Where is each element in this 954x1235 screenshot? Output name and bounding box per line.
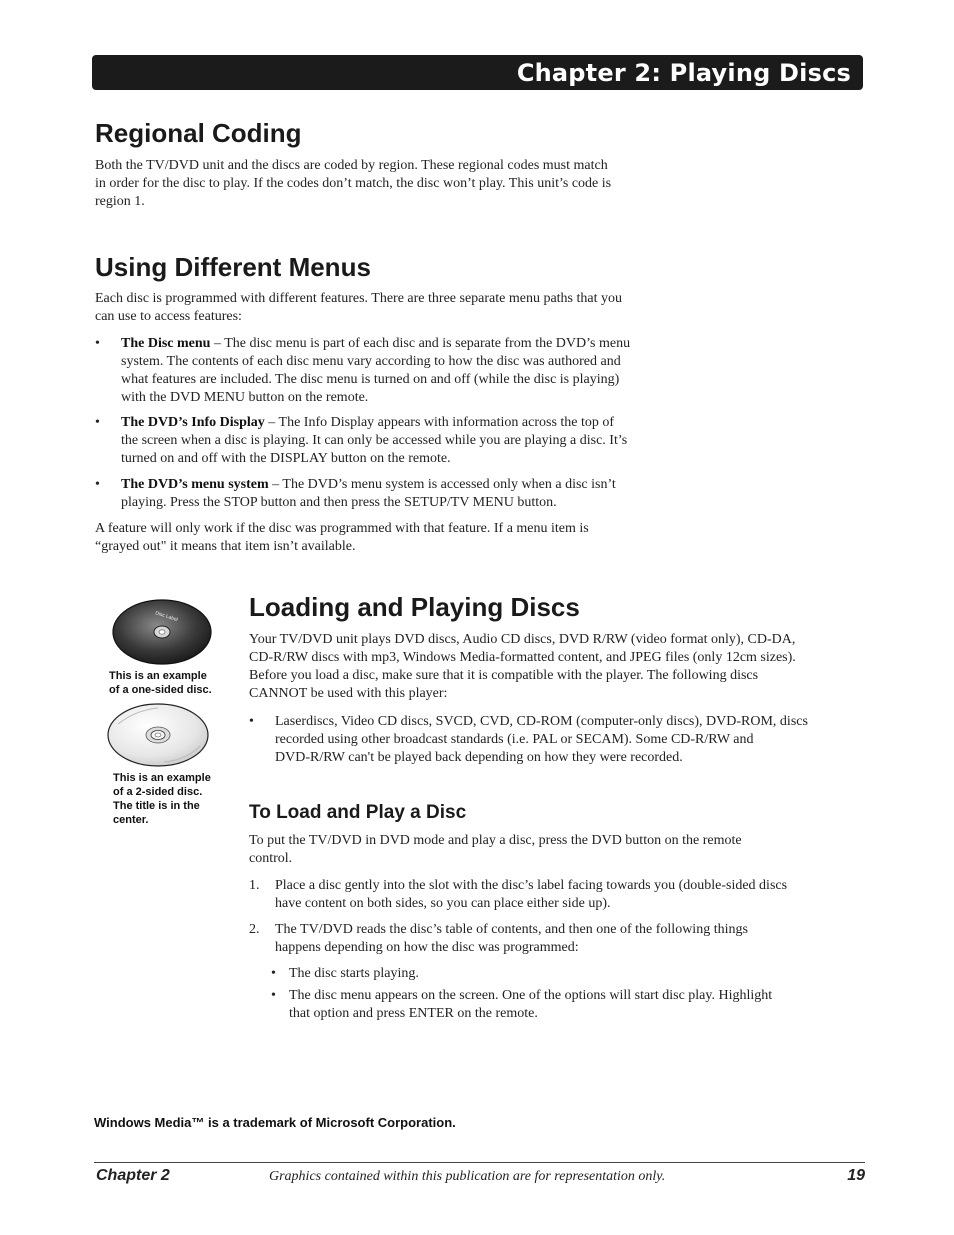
text-line: A feature will only work if the disc was programmed with that feature. If a menu item is	[95, 521, 589, 536]
caption-line: The title is in the	[113, 800, 200, 812]
caption-line: center.	[113, 814, 149, 826]
chapter-banner	[92, 55, 863, 90]
text-line: CANNOT be used with this player:	[249, 686, 448, 701]
menu-bullet-disc-menu	[95, 335, 715, 407]
text-line: Each disc is programmed with different features. There are three separate menu paths that you	[95, 291, 622, 306]
text-line: CD-R/RW discs with mp3, Windows Media-formatted content, and JPEG files (only 12cm sizes).	[249, 650, 796, 665]
two-sided-disc-caption	[113, 771, 211, 827]
text-line: what features are included. The disc menu is turned on and off (while the disc is playing)	[121, 372, 620, 387]
sub-bullet-disc-menu-appears	[271, 987, 861, 1023]
text-line: Laserdiscs, Video CD discs, SVCD, CVD, CD-ROM (computer-only discs), DVD-ROM, discs	[275, 714, 808, 729]
menu-bullet-menu-system	[95, 476, 715, 512]
text-line: in order for the disc to play. If the codes don’t match, the disc won’t play. This unit’s code is	[95, 176, 612, 191]
footer-divider	[94, 1162, 865, 1163]
footer-chapter: Chapter 2	[96, 1167, 170, 1184]
using-menus-heading: Using Different Menus	[95, 252, 371, 282]
two-sided-disc-illustration	[106, 702, 210, 768]
text-line: Both the TV/DVD unit and the discs are coded by region. These regional codes must match	[95, 158, 608, 173]
text-line: can use to access features:	[95, 309, 242, 324]
step-number: 1.	[249, 878, 260, 893]
footer-note: Graphics contained within this publication are for representation only.	[269, 1169, 666, 1184]
text-line: To put the TV/DVD in DVD mode and play a disc, press the DVD button on the remote	[249, 833, 742, 848]
bullet-marker: •	[95, 477, 100, 492]
text-line: DVD-R/RW can't be played back depending on how they were recorded.	[275, 750, 683, 765]
bullet-marker: •	[95, 336, 100, 351]
incompatible-discs-bullet	[249, 713, 861, 767]
text-line: control.	[249, 851, 293, 866]
to-load-heading: To Load and Play a Disc	[249, 802, 467, 823]
text-line: The TV/DVD reads the disc’s table of contents, and then one of the following things	[275, 922, 748, 937]
text-line: Your TV/DVD unit plays DVD discs, Audio CD discs, DVD R/RW (video format only), CD-DA,	[249, 632, 796, 647]
bullet-marker: •	[249, 714, 254, 729]
text-line: region 1.	[95, 194, 145, 209]
menu-bullet-info-display	[95, 414, 715, 468]
step-2	[249, 921, 861, 957]
text-line: recorded using other broadcast standards (i.e. PAL or SECAM). Some CD-R/RW and	[275, 732, 754, 747]
caption-line: This is an example	[113, 772, 211, 784]
one-sided-disc-illustration	[111, 598, 213, 666]
text-line: The disc menu appears on the screen. One of the options will start disc play. Highlight	[289, 988, 773, 1003]
chapter-title: Chapter 2: Playing Discs	[516, 58, 851, 87]
caption-line: This is an example	[109, 670, 207, 682]
text-line: – The Info Display appears with information across the top of	[264, 415, 615, 430]
step-number: 2.	[249, 922, 260, 937]
text-line: Before you load a disc, make sure that it is compatible with the player. The following discs	[249, 668, 759, 683]
caption-line: of a one-sided disc.	[109, 684, 212, 696]
text-line: happens depending on how the disc was programmed:	[275, 940, 579, 955]
text-line: Place a disc gently into the slot with the disc’s label facing towards you (double-sided discs	[275, 878, 788, 893]
bullet-marker: •	[271, 988, 276, 1003]
text-line: playing. Press the STOP button and then press the SETUP/TV MENU button.	[121, 495, 557, 510]
loading-intro	[249, 631, 796, 703]
text-line: the screen when a disc is playing. It can only be accessed while you are playing a disc. It’s	[121, 433, 628, 448]
text-line: have content on both sides, so you can place either side up).	[275, 896, 611, 911]
caption-line: of a 2-sided disc.	[113, 786, 203, 798]
regional-coding-paragraph	[95, 157, 611, 211]
menus-outro	[95, 520, 589, 556]
bullet-term: The DVD’s Info Display	[121, 415, 265, 430]
text-line: “grayed out" it means that item isn’t available.	[95, 539, 356, 554]
page-number: 19	[847, 1167, 865, 1184]
bullet-marker: •	[271, 966, 276, 981]
text-line: – The disc menu is part of each disc and is separate from the DVD’s menu	[210, 336, 631, 351]
step-1	[249, 877, 861, 913]
trademark-note: Windows Media™ is a trademark of Microsoft Corporation.	[94, 1115, 456, 1130]
text-line: The disc starts playing.	[289, 966, 419, 981]
text-line: – The DVD’s menu system is accessed only when a disc isn’t	[268, 477, 616, 492]
text-line: system. The contents of each disc menu vary according to how the disc was authored and	[121, 354, 621, 369]
bullet-term: The Disc menu	[121, 336, 211, 351]
text-line: with the DVD MENU button on the remote.	[121, 390, 369, 405]
text-line: that option and press ENTER on the remote.	[289, 1006, 538, 1021]
one-sided-disc-caption	[109, 669, 212, 697]
bullet-marker: •	[95, 415, 100, 430]
menus-intro	[95, 290, 622, 326]
disc-label-text: Disc Label	[154, 610, 179, 624]
text-line: turned on and off with the DISPLAY button on the remote.	[121, 451, 451, 466]
regional-coding-heading: Regional Coding	[95, 118, 302, 148]
bullet-term: The DVD’s menu system	[121, 477, 269, 492]
sub-bullet-disc-starts	[271, 965, 861, 983]
to-load-intro	[249, 832, 742, 868]
loading-discs-heading: Loading and Playing Discs	[249, 592, 580, 622]
